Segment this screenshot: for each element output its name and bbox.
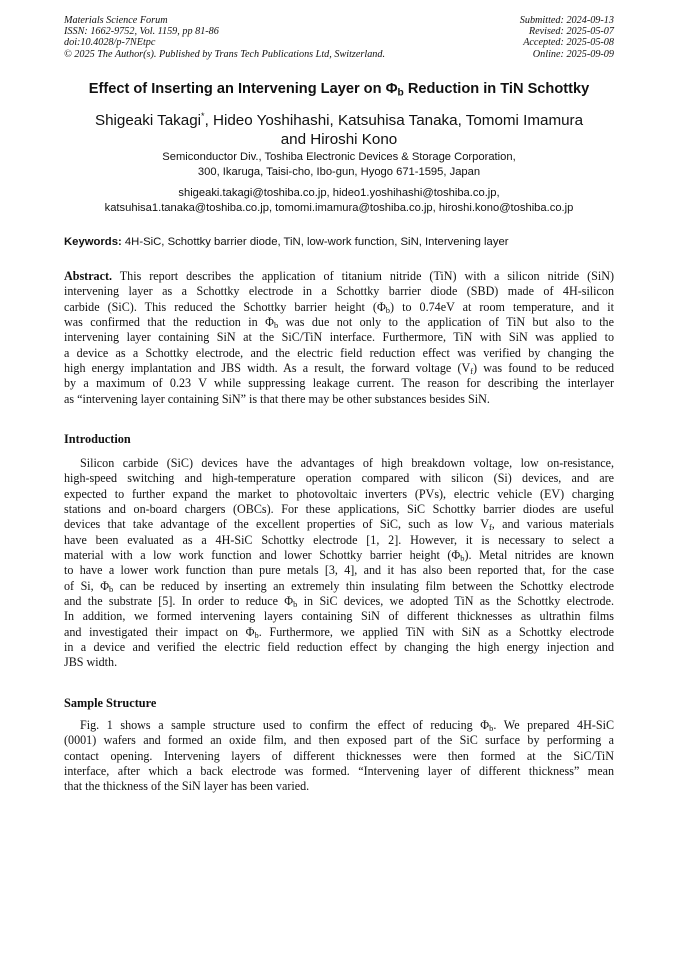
journal-header — [64, 15, 385, 60]
sample-line: (0001) wafers and formed an oxide film, and then exposed part of the SiC surface by performing a — [64, 733, 614, 748]
keywords — [64, 235, 624, 249]
intro-line: JBS width. — [64, 655, 118, 670]
abstract-line: high energy implantation and JBS width. As a result, the forward voltage $(V_f)$ was found to be reduced — [64, 361, 614, 377]
sample-line: contact opening. Intervening layers of different thicknesses were then formed at the SiC/TiN — [64, 748, 614, 763]
author-first: Shigeaki Takagi — [94, 112, 202, 130]
sample-structure-body — [64, 718, 614, 795]
affiliation-line-1: Semiconductor Div., Toshiba Electronic Devices & Storage Corporation, — [162, 151, 516, 163]
abstract-label: Abstract. — [64, 269, 113, 283]
title-text-after: Reduction in TiN Schottky — [403, 81, 590, 97]
intro-line: devices that take advantage of the excellent properties of SiC, such as low $V_f$, and various materials — [64, 517, 614, 533]
intro-line: have been evaluated as a 4H-SiC Schottky electrode [1, 2]. However, it is necessary to select a — [64, 532, 614, 547]
affiliation — [40, 150, 638, 180]
author-emails — [30, 186, 648, 216]
intro-line: in a device and verified the electric field reduction effect by changing the high energy injection and — [64, 640, 614, 655]
keywords-text: 4H-SiC, Schottky barrier diode, TiN, low-work function, SiN, Intervening layer — [121, 236, 509, 248]
intro-line: In addition, we formed intervening layers containing SiN of different thicknesses as ultrathin films — [64, 609, 614, 624]
abstract-line: was confirmed that the reduction in $\Phi_b$ was due not only to the application of TiN but also to the — [64, 315, 614, 331]
abstract-line: a device as a Schottky electrode, and the electric field reduction effect was verified by changing the — [64, 345, 614, 360]
journal-doi[interactable]: doi:10.4028/p-7NEtpc — [64, 37, 156, 49]
abstract-line: This report describes the application of titanium nitride (TiN) with a silicon nitride (SiN) — [112, 269, 614, 283]
sample-line: Fig. 1 shows a sample structure used to confirm the effect of reducing $\Phi_b$. We prepared 4H-SiC — [80, 718, 615, 734]
intro-line: expected to further expand the market to photovoltaic inverters (PVs), electric vehicle (EV) charging — [64, 486, 614, 501]
journal-copyright: © 2025 The Author(s). Published by Trans Tech Publications Ltd, Switzerland. — [64, 48, 386, 60]
intro-line: high-speed switching and high-temperature operation compared with silicon (Si) devices, and are — [64, 471, 614, 486]
emails-line-2[interactable]: katsuhisa1.tanaka@toshiba.co.jp, tomomi.imamura@toshiba.co.jp, hiroshi.kono@toshiba.co.jp — [104, 202, 574, 214]
intro-line: to have a lower work function than pure metals [3, 4], and it has also been reported that, for the case — [64, 563, 614, 578]
abstract-line: carbide (SiC). This reduced the Schottky barrier height $(\Phi_b)$ to 0.74eV at room temperature, and it — [64, 299, 615, 315]
title-text-before: Effect of Inserting an Intervening Layer on Φ — [88, 81, 398, 97]
intro-line: Silicon carbide (SiC) devices have the advantages of high breakdown voltage, low on-resistance, — [80, 456, 614, 470]
paper-title — [30, 80, 648, 98]
abstract — [64, 269, 614, 407]
abstract-line: by a maximum of 0.23 V while suppressing leakage current. The reason for describing the interlayer — [64, 376, 614, 391]
abstract-line: intervening layer as a Schottky electrode in a Schottky barrier diode (SBD) made of 4H-silicon — [64, 284, 614, 299]
journal-name: Materials Science Forum — [64, 15, 168, 26]
dates-header — [520, 15, 614, 60]
date-submitted: Submitted: 2024-09-13 — [519, 15, 614, 26]
sample-line: that the thickness of the SiN layer has been varied. — [64, 779, 310, 794]
intro-line: stations and on-board chargers (OBCs). For these applications, SiC Schottky barrier diodes are useful — [64, 502, 614, 517]
author-rest: , Hideo Yoshihashi, Katsuhisa Tanaka, Tomomi Imamura — [204, 112, 584, 130]
intro-line: and investigated their impact on $\Phi_b$. Furthermore, we applied TiN with SiN as a Schottky electrode — [64, 624, 615, 640]
emails-line-1[interactable]: shigeaki.takagi@toshiba.co.jp, hideo1.yoshihashi@toshiba.co.jp, — [178, 187, 500, 199]
affiliation-line-2: 300, Ikaruga, Taisi-cho, Ibo-gun, Hyogo 671-1595, Japan — [197, 166, 481, 178]
introduction-body — [64, 456, 614, 671]
title-subscript: b — [397, 87, 404, 99]
intro-line: and the substrate [5]. In order to reduce $\Phi_b$ in SiC devices, we adopted TiN as the Schottky electrode. — [64, 594, 614, 610]
date-online: Online: 2025-09-09 — [532, 48, 614, 60]
date-accepted: Accepted: 2025-05-08 — [523, 37, 614, 49]
corresponding-mark: * — [201, 111, 205, 121]
author-list — [40, 107, 638, 149]
sample-structure-heading: Sample Structure — [64, 696, 157, 710]
author-last: and Hiroshi Kono — [280, 131, 398, 149]
abstract-line: intervening layer containing SiN at the SiC/TiN interface. Furthermore, TiN with SiN was applied to — [64, 330, 614, 345]
journal-issn: ISSN: 1662-9752, Vol. 1159, pp 81-86 — [64, 26, 219, 38]
intro-line: of Si, $\Phi_b$ can be reduced by inserting an extremely thin insulating film between the Schottky electrode — [64, 578, 614, 594]
intro-line: material with a low work function and lower Schottky barrier height $(\Phi_b)$. Metal nitrides are known — [64, 548, 614, 564]
introduction-heading: Introduction — [64, 432, 131, 446]
sample-line: interface, after which a back electrode was formed. “Intervening layer of different thickness” mean — [64, 764, 614, 779]
abstract-line: as “intervening layer containing SiN” is that there may be other substances besides SiN. — [64, 391, 490, 406]
keywords-label: Keywords: — [64, 236, 122, 248]
date-revised: Revised: 2025-05-07 — [528, 26, 614, 38]
